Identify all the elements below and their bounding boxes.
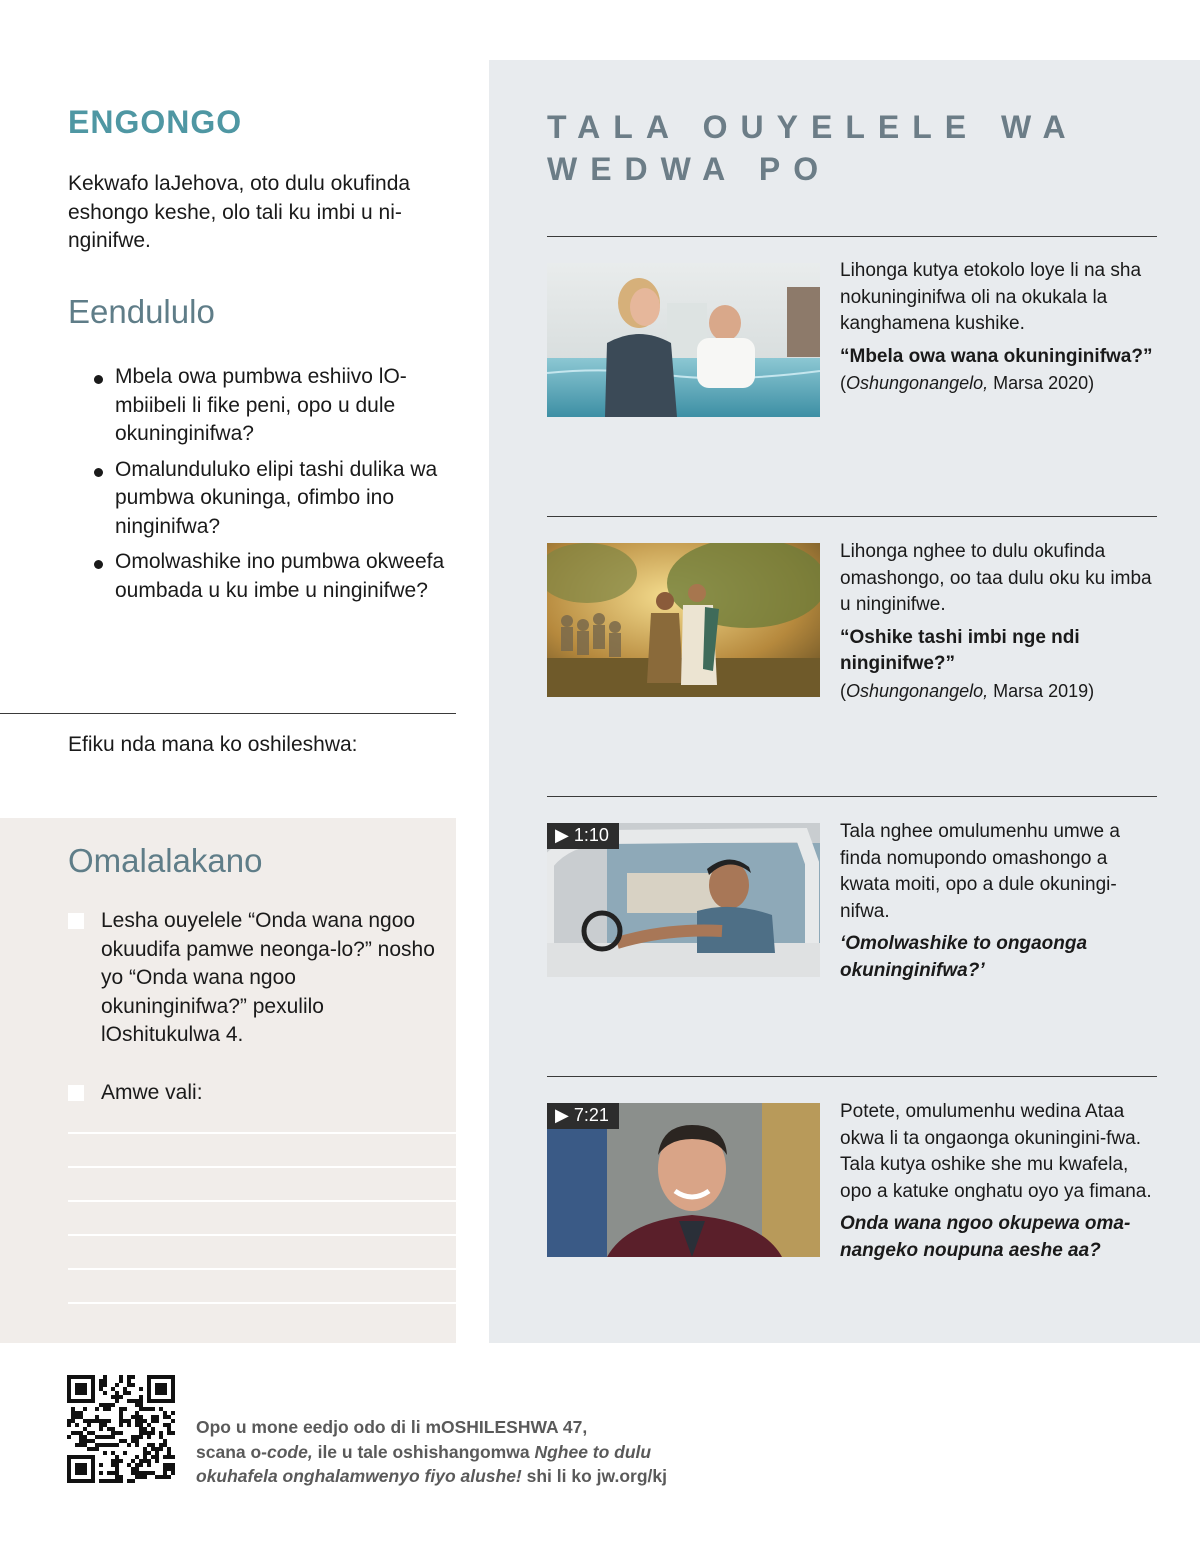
woman-baptism-pool-photo[interactable] xyxy=(547,263,820,417)
goal-text: Lesha ouyelele “Onda wana ngoo okuudifa pamwe neonga-lo?” nosho yo “Onda wana ngoo okuninginifwa?” pexulilo lOshitukulwa 4. xyxy=(101,909,435,1046)
video-duration-badge: ▶ 7:21 xyxy=(547,1103,619,1129)
entry-source-date: Marsa 2020) xyxy=(988,373,1095,393)
play-icon: ▶ xyxy=(555,1105,569,1125)
jesus-and-eunuch-painting[interactable] xyxy=(547,543,820,697)
entry-source-publication: Oshungonangelo, xyxy=(846,373,989,393)
write-line[interactable] xyxy=(68,1268,456,1270)
review-heading: Eendululo xyxy=(68,293,215,330)
footer-line: Opo u mone eedjo odo di li mOSHILESHWA 47, xyxy=(196,1417,588,1437)
goal-checkbox[interactable] xyxy=(68,913,84,929)
more-info-entry xyxy=(840,1099,1158,1264)
review-question: Omolwashike ino pumbwa okweefa oumbada u ku imbe u ninginifwe? xyxy=(88,548,448,605)
qr-code[interactable] xyxy=(67,1375,175,1488)
entry-source: (Oshungonangelo, Marsa 2019) xyxy=(840,680,1095,701)
entry-title-link[interactable]: Onda wana ngoo okupewa oma-nangeko noupuna aeshe aa? xyxy=(840,1213,1131,1261)
publication-title: Nghee to dulu xyxy=(534,1441,652,1462)
man-driving-car-photo[interactable] xyxy=(547,823,820,977)
divider xyxy=(547,796,1157,797)
review-questions xyxy=(88,363,448,612)
write-line[interactable] xyxy=(68,1200,456,1202)
goal-item xyxy=(68,1079,438,1108)
entry-title-link[interactable]: “Oshike tashi imbi nge ndi ninginifwe?” xyxy=(840,626,1080,674)
entry-source-date: Marsa 2019) xyxy=(988,680,1095,701)
entry-description: Tala nghee omulumenhu umwe a finda nomupondo omashongo a kwata moiti, opo a dule okuningi-nifwa. xyxy=(840,821,1120,922)
entry-description: Lihonga nghee to dulu okufinda omashongo, oo taa dulu oku ku imba u ninginifwe. xyxy=(840,541,1152,615)
divider xyxy=(547,516,1157,517)
review-question: Mbela owa pumbwa eshiivo lO-mbiibeli li fike peni, opo u dule okuninginifwa? xyxy=(88,363,448,449)
video-duration-badge: ▶ 1:10 xyxy=(547,823,619,849)
entry-title-link[interactable]: ‘Omolwashike to ongaonga okuninginifwa?’ xyxy=(840,933,1088,981)
goal-checkbox[interactable] xyxy=(68,1085,84,1101)
entry-source: (Oshungonangelo, Marsa 2020) xyxy=(840,373,1095,393)
more-info-entry xyxy=(840,258,1158,396)
more-info-entry xyxy=(840,539,1158,704)
website-link[interactable]: shi li ko jw.org/kj xyxy=(521,1466,667,1486)
write-line[interactable] xyxy=(68,1166,456,1168)
goal-item xyxy=(68,907,438,1050)
smiling-man-portrait-photo[interactable] xyxy=(547,1103,820,1257)
goals-heading: Omalalakano xyxy=(68,842,263,879)
footer-note: Opo u mone eedjo odo di li mOSHILESHWA 47, scana o-code, ile u tale oshishangomwa Nghee to dulu okuhafela onghalamwenyo fiyo alushe! shi li ko jw.org/kj xyxy=(196,1417,667,1486)
entry-title-link[interactable]: “Mbela owa wana okuninginifwa?” xyxy=(840,345,1153,367)
more-info-entry xyxy=(840,819,1158,984)
entry-description: Potete, omulumenhu wedina Ataa okwa li ta ongaonga okuningini-fwa. Tala kutya oshike she mu kwafela, opo a katuke onghatu oyo ya fimana. xyxy=(840,1101,1152,1202)
divider xyxy=(547,1076,1157,1077)
summary-heading: ENGONGO xyxy=(68,104,243,140)
play-icon: ▶ xyxy=(555,825,569,845)
publication-title: okuhafela onghalamwenyo fiyo alushe! xyxy=(196,1466,522,1486)
more-info-heading: TALA OUYELELE WA WEDWA PO xyxy=(547,109,1078,187)
write-line[interactable] xyxy=(68,1234,456,1236)
review-question: Omalunduluko elipi tashi dulika wa pumbwa okuninga, ofimbo ino ninginifwa? xyxy=(88,456,448,542)
write-line[interactable] xyxy=(68,1302,456,1304)
write-line[interactable] xyxy=(68,1132,456,1134)
entry-description: Lihonga kutya etokolo loye li na sha nokuninginifwa oli na okukala la kanghamena kushike. xyxy=(840,260,1142,334)
entry-source-publication: Oshungonangelo, xyxy=(846,680,989,701)
completion-date-label: Efiku nda mana ko oshileshwa: xyxy=(68,733,358,756)
divider xyxy=(0,713,456,714)
goal-text: Amwe vali: xyxy=(101,1081,203,1104)
summary-text: Kekwafo laJehova, oto dulu okufinda eshongo keshe, olo tali ku imbi u ni-nginifwe. xyxy=(68,172,411,252)
divider xyxy=(547,236,1157,237)
